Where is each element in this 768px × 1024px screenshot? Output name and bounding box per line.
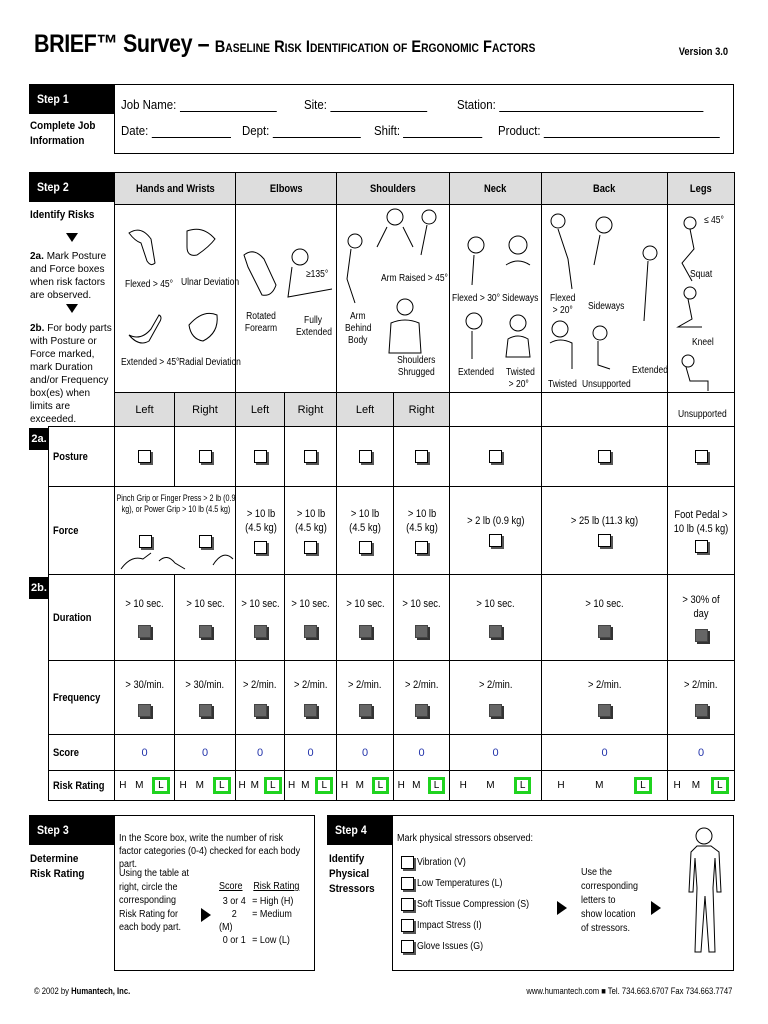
duration-text: > 10 sec. [345, 598, 385, 610]
force-el-left-checkbox[interactable] [254, 541, 267, 554]
body-outline-icon [681, 822, 727, 966]
rating-option-m[interactable]: M [135, 780, 144, 791]
rating-option-m[interactable]: M [301, 780, 310, 791]
label-hw-ulnar: Ulnar Deviation [181, 277, 240, 288]
row-label-score: Score [49, 735, 115, 771]
step2-title: Identify Risks [30, 209, 95, 221]
label-sh-shrugged: Shoulders Shrugged [397, 355, 436, 378]
rating-option-l[interactable]: L [213, 777, 231, 794]
posture-sh-right-checkbox[interactable] [415, 450, 428, 463]
station-field[interactable]: Station: [457, 97, 703, 112]
duration-sh-right-checkbox[interactable] [415, 625, 428, 638]
hw-right-header: Right [175, 393, 236, 427]
site-field[interactable]: Site: [304, 97, 427, 112]
force-sh-right-text: > 10 lb (4.5 kg) [405, 508, 438, 534]
stressor-label: Glove Issues (G) [416, 941, 483, 953]
rating-option-h[interactable]: H [119, 780, 127, 791]
frequency-text: > 2/min. [684, 679, 718, 691]
sh-right-header: Right [394, 393, 450, 427]
col-back: Back [542, 173, 668, 205]
rating-option-m[interactable]: M [486, 780, 495, 791]
rating-row-score: 2 [231, 909, 237, 920]
stressor-soft-tissue-checkbox[interactable] [401, 898, 414, 911]
footer-contact: www.humantech.com ■ Tel. 734.663.6707 Fax 734.663.7747 [525, 986, 732, 996]
score-back[interactable]: 0 [542, 735, 668, 771]
step3-box [114, 815, 315, 971]
frequency-legs-checkbox[interactable] [695, 704, 708, 717]
frequency-hw-left-checkbox[interactable] [138, 704, 151, 717]
label-lg-squat: Squat [690, 269, 713, 280]
table-head-score: Score [219, 881, 243, 892]
rating-option-l[interactable]: L [152, 777, 170, 794]
duration-el-right-checkbox[interactable] [304, 625, 317, 638]
force-sh-left-checkbox[interactable] [359, 541, 372, 554]
row-label-duration: Duration [49, 575, 115, 661]
hml-selector [115, 777, 174, 794]
rating-option-l[interactable]: L [711, 777, 729, 794]
frequency-text: > 2/min. [404, 679, 439, 691]
title-subtitle: Baseline Risk Identification of Ergonomic Factors [214, 37, 536, 56]
posture-neck-checkbox[interactable] [489, 450, 502, 463]
frequency-sh-right-checkbox[interactable] [415, 704, 428, 717]
frequency-neck-checkbox[interactable] [489, 704, 502, 717]
table-head-rating: Risk Rating [253, 881, 300, 892]
hw-left-header: Left [115, 393, 175, 427]
rating-option-h[interactable]: H [397, 780, 405, 791]
posture-hw-right-checkbox[interactable] [199, 450, 212, 463]
duration-hw-right-checkbox[interactable] [199, 625, 212, 638]
label-el-fully: Fully Extended [296, 315, 332, 338]
risk-rating-neck [450, 771, 542, 801]
duration-text: > 10 sec. [476, 598, 515, 610]
rating-option-h[interactable]: H [340, 780, 349, 791]
hml-selector [668, 777, 734, 794]
side-label-2b: 2b. [29, 577, 49, 599]
label-lg-45: ≤ 45° [704, 215, 724, 226]
score-sh-right[interactable]: 0 [394, 735, 450, 771]
step2a-instructions: 2a. Mark Posture and Force boxes when risk factors are observed. [30, 251, 107, 301]
hml-selector [175, 777, 235, 794]
hml-selector [542, 777, 667, 794]
hml-selector [285, 777, 336, 794]
elbows-figures [236, 205, 337, 393]
frequency-text: > 2/min. [243, 679, 277, 691]
frequency-text: > 2/min. [293, 679, 328, 691]
hml-selector [450, 777, 541, 794]
risk-rating-sh-right [394, 771, 450, 801]
frequency-sh-left-checkbox[interactable] [359, 704, 372, 717]
step1-badge: Step 1 [29, 84, 115, 114]
force-neck-checkbox[interactable] [489, 534, 502, 547]
posture-back-checkbox[interactable] [598, 450, 611, 463]
score-sh-left[interactable]: 0 [337, 735, 394, 771]
sh-left-header: Left [337, 393, 394, 427]
score-el-left[interactable]: 0 [236, 735, 285, 771]
duration-legs-checkbox[interactable] [695, 629, 708, 642]
posture-el-left-checkbox[interactable] [254, 450, 267, 463]
duration-hw-left-checkbox[interactable] [138, 625, 151, 638]
posture-legs-checkbox[interactable] [695, 450, 708, 463]
label-lg-unsupported: Unsupported [678, 409, 727, 420]
stressor-low-temp-checkbox[interactable] [401, 877, 414, 890]
arrow-right-icon [201, 908, 211, 922]
hml-selector [337, 777, 393, 794]
rating-row-label: Medium (M) [219, 909, 292, 933]
label-el-135: ≥135° [306, 269, 329, 280]
duration-text: > 10 sec. [402, 598, 441, 610]
legs-illustration [668, 205, 735, 391]
stressor-list [401, 856, 544, 961]
rating-option-m[interactable]: M [412, 780, 421, 791]
posture-el-right-checkbox[interactable] [304, 450, 317, 463]
rating-option-l[interactable]: L [514, 777, 532, 794]
force-el-right-checkbox[interactable] [304, 541, 317, 554]
rating-option-l[interactable]: L [372, 777, 390, 794]
step3-description: Determine Risk Rating [30, 853, 85, 880]
hml-selector [394, 777, 449, 794]
duration-text: > 10 sec. [240, 598, 280, 610]
rating-option-m[interactable]: M [250, 780, 259, 791]
step1-description: Complete Job Information [30, 120, 96, 147]
label-nk-flexed: Flexed > 30° [452, 293, 501, 304]
frequency-hw-right-checkbox[interactable] [199, 704, 212, 717]
rating-option-h[interactable]: H [179, 780, 187, 791]
score-legs[interactable]: 0 [668, 735, 735, 771]
col-elbows: Elbows [236, 173, 337, 205]
step4-box [392, 815, 734, 971]
duration-text: > 10 sec. [185, 598, 225, 610]
rating-option-h[interactable]: H [673, 780, 681, 791]
risk-rating-back [542, 771, 668, 801]
force-legs-checkbox[interactable] [695, 540, 708, 553]
force-sh-right-checkbox[interactable] [415, 541, 428, 554]
stressor-label: Vibration (V) [416, 857, 466, 869]
shift-field[interactable]: Shift: [374, 123, 482, 138]
score-el-right[interactable]: 0 [285, 735, 337, 771]
rating-option-m[interactable]: M [195, 780, 204, 791]
frequency-text: > 30/min. [125, 679, 164, 691]
score-hw-right[interactable]: 0 [175, 735, 236, 771]
force-legs-text: Foot Pedal > 10 lb (4.5 kg) [673, 509, 729, 535]
back-figures [542, 205, 668, 393]
col-hands-wrists: Hands and Wrists [115, 173, 236, 205]
step2b-instructions: 2b. For body parts with Posture or Force marked, mark Duration and/or Frequency box(es) when limits are exceeded. [30, 323, 112, 425]
frequency-text: > 2/min. [478, 679, 513, 691]
label-sh-behind: Arm Behind Body [345, 311, 372, 346]
force-back-text: > 25 lb (11.3 kg) [570, 515, 639, 527]
label-sh-arm-raised: Arm Raised > 45° [381, 273, 448, 284]
label-hw-extended: Extended > 45° [121, 357, 180, 368]
step3-instructions-1: In the Score box, write the number of risk factor categories (0-4) checked for each body part. [119, 833, 301, 870]
row-label-force: Force [49, 487, 115, 575]
grip-illustration [115, 539, 236, 573]
frequency-text: > 2/min. [587, 679, 622, 691]
step4-note: Use the corresponding letters to show location of stressors. [581, 867, 639, 934]
job-info-box [114, 84, 734, 154]
rating-option-l[interactable]: L [264, 777, 282, 794]
rating-option-l[interactable]: L [428, 777, 446, 794]
rating-option-l[interactable]: L [634, 777, 652, 794]
footer-copyright: © 2002 by Humantech, Inc. [34, 986, 131, 996]
duration-text: > 10 sec. [291, 598, 330, 610]
shoulders-figures [337, 205, 450, 393]
row-label-posture: Posture [49, 427, 115, 487]
side-label-2a: 2a. [29, 428, 49, 450]
stressor-impact-checkbox[interactable] [401, 919, 414, 932]
force-sh-left-text: > 10 lb (4.5 kg) [349, 508, 381, 534]
neck-figures [450, 205, 542, 393]
rating-option-h[interactable]: H [238, 780, 246, 791]
col-neck: Neck [450, 173, 542, 205]
risk-rating-el-right [285, 771, 337, 801]
duration-text: > 10 sec. [585, 598, 624, 610]
step4-intro: Mark physical stressors observed: [397, 833, 534, 844]
frequency-el-left-checkbox[interactable] [254, 704, 267, 717]
risk-rating-sh-left [337, 771, 394, 801]
row-label-frequency: Frequency [49, 661, 115, 735]
job-name-field[interactable]: Job Name: [121, 97, 276, 112]
duration-sh-left-checkbox[interactable] [359, 625, 372, 638]
row-label-risk-rating: Risk Rating [49, 771, 115, 801]
label-bk-twisted: Twisted [548, 379, 577, 390]
rating-option-l[interactable]: L [315, 777, 333, 794]
frequency-back-checkbox[interactable] [598, 704, 611, 717]
hml-selector [236, 777, 284, 794]
stressor-label: Low Temperatures (L) [416, 878, 503, 890]
step4-description: Identify Physical Stressors [329, 853, 375, 895]
label-bk-sideways: Sideways [588, 301, 625, 312]
hands-wrists-figures [115, 205, 241, 393]
force-el-left-text: > 10 lb (4.5 kg) [245, 508, 277, 534]
frequency-el-right-checkbox[interactable] [304, 704, 317, 717]
step3-badge: Step 3 [29, 815, 115, 845]
frequency-text: > 30/min. [185, 679, 225, 691]
rating-row-label: High (H) [259, 896, 294, 907]
product-field[interactable]: Product: [498, 123, 720, 138]
rating-option-m[interactable]: M [691, 780, 701, 791]
rating-row-score: 3 or 4 [222, 896, 246, 907]
el-right-header: Right [285, 393, 337, 427]
elbows-illustration [236, 205, 337, 391]
score-hw-left[interactable]: 0 [115, 735, 175, 771]
duration-neck-checkbox[interactable] [489, 625, 502, 638]
posture-hw-left-checkbox[interactable] [138, 450, 151, 463]
legs-figures [668, 205, 735, 420]
duration-back-checkbox[interactable] [598, 625, 611, 638]
label-bk-unsupported: Unsupported [582, 379, 631, 390]
step2-badge: Step 2 [29, 172, 115, 202]
date-field[interactable]: Date: [121, 123, 231, 138]
label-hw-flexed: Flexed > 45° [125, 279, 174, 290]
col-legs: Legs [668, 173, 735, 205]
arrow-right-icon [651, 901, 661, 915]
stressor-vibration-checkbox[interactable] [401, 856, 414, 869]
arrow-right-icon [557, 901, 567, 915]
step3-instructions-2: Using the table at right, circle the corresponding Risk Rating for each body part. [119, 868, 190, 933]
rating-option-m[interactable]: M [595, 780, 604, 791]
rating-row-score: 0 or 1 [222, 935, 246, 946]
label-bk-flexed: Flexed > 20° [550, 293, 576, 316]
page-title [34, 30, 535, 59]
label-nk-sideways: Sideways [502, 293, 539, 304]
el-left-header: Left [236, 393, 285, 427]
label-bk-extended: Extended [632, 365, 668, 376]
rating-option-m[interactable]: M [355, 780, 364, 791]
risk-rating-hw-left [115, 771, 175, 801]
risk-rating-hw-right [175, 771, 236, 801]
force-el-right-text: > 10 lb (4.5 kg) [294, 508, 327, 534]
rating-row-label: Low (L) [259, 935, 290, 946]
version-label: Version 3.0 [678, 46, 728, 58]
rating-option-h[interactable]: H [459, 780, 467, 791]
stressor-glove-checkbox[interactable] [401, 940, 414, 953]
risk-rating-legs [668, 771, 735, 801]
step4-badge: Step 4 [327, 815, 393, 845]
duration-text: > 30% of day [682, 594, 720, 620]
label-nk-extended: Extended [458, 367, 494, 378]
risk-grid [48, 172, 735, 801]
label-el-rotated: Rotated Forearm [244, 311, 278, 334]
label-nk-twisted: Twisted > 20° [506, 367, 535, 390]
risk-rating-el-left [236, 771, 285, 801]
frequency-text: > 2/min. [348, 679, 382, 691]
risk-rating-table: Score Risk Rating 3 or 4 = High (H) 2 = Medium (M) 0 or 1 = Low (L) [219, 881, 300, 946]
label-lg-kneel: Kneel [692, 337, 714, 348]
duration-text: > 10 sec. [125, 598, 164, 610]
col-shoulders: Shoulders [337, 173, 450, 205]
score-neck[interactable]: 0 [450, 735, 542, 771]
posture-sh-left-checkbox[interactable] [359, 450, 372, 463]
stressor-label: Impact Stress (I) [416, 920, 482, 932]
force-back-checkbox[interactable] [598, 534, 611, 547]
stressor-label: Soft Tissue Compression (S) [416, 899, 529, 911]
force-hw-text: Pinch Grip or Finger Press > 2 lb (0.9 kg), or Power Grip > 10 lb (4.5 kg) [116, 493, 236, 514]
duration-el-left-checkbox[interactable] [254, 625, 267, 638]
dept-field[interactable]: Dept: [242, 123, 361, 138]
rating-option-h[interactable]: H [287, 780, 296, 791]
rating-option-h[interactable]: H [557, 780, 565, 791]
title-main: BRIEF™ Survey – [34, 30, 210, 58]
force-neck-text: > 2 lb (0.9 kg) [466, 515, 525, 527]
label-hw-radial: Radial Deviation [179, 357, 241, 368]
